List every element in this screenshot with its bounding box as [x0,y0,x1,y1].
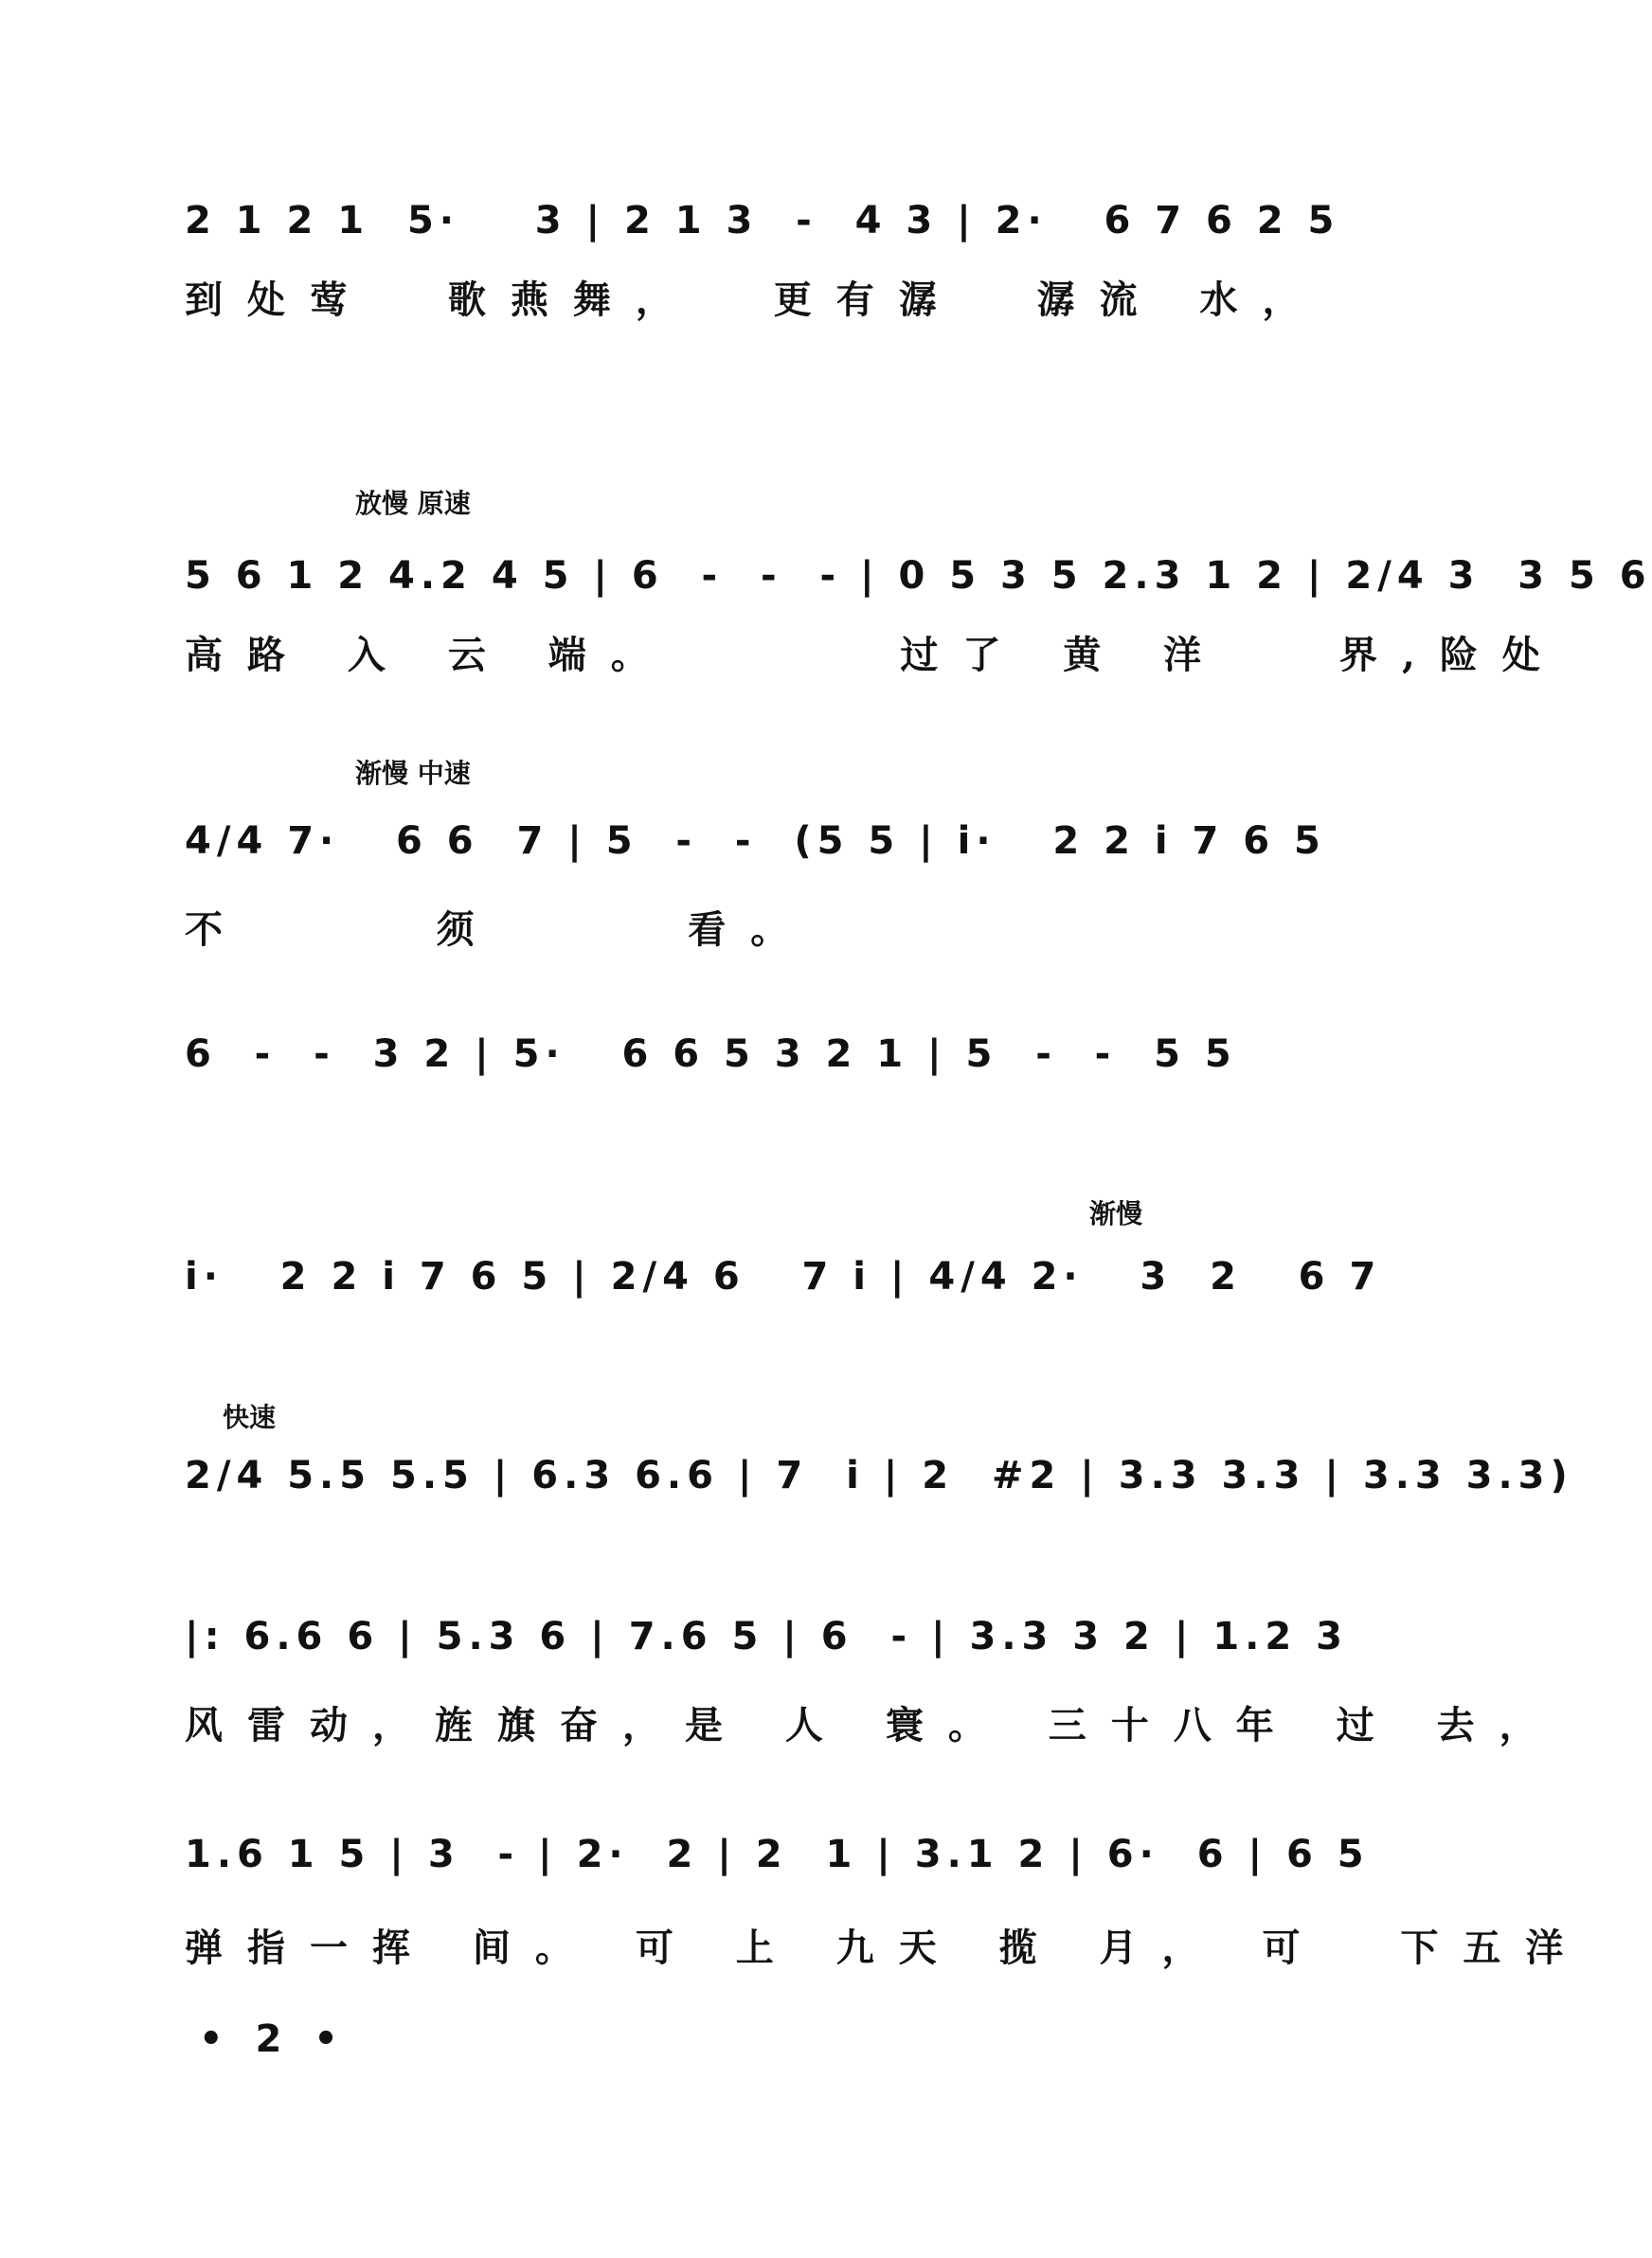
tempo-mark: 快速 [223,1402,277,1433]
score-line-5 [185,1198,1383,1317]
lyrics: 不 须 看。 [185,907,814,952]
score-line-7 [185,1615,1562,1766]
notes: 1.6 1 5 | 3 - | 2· 2 | 2 1 | 3.1 2 | 6· 6 | 6 5 [185,1833,1370,1876]
notes: 5 6 1 2 4.2 4 5 | 6 - - - | 0 5 3 5 2.3 1 2 | 2/4 3 3 5 6 [185,554,1652,598]
notes: 2/4 5.5 5.5 | 6.3 6.6 | 7 i | 2 #2 | 3.3 3.3 | 3.3 3.3) [185,1454,1573,1497]
score-line-4 [185,1032,1383,1127]
score-line-8 [185,1833,1589,1984]
notes: 6 - - 3 2 | 5· 6 6 5 3 2 1 | 5 - - 5 5 [185,1032,1237,1076]
score-line-2 [185,488,1652,696]
lyrics: 高路 入 云 端。 过了 黄 洋 界,险处 [185,633,1565,677]
score-line-3 [185,758,1383,952]
tempo-mark: 渐慢 中速 [355,758,471,789]
tempo-mark: 渐慢 [1089,1198,1143,1229]
score-line-1 [185,185,1383,355]
score-line-6 [185,1397,1573,1511]
tempo-mark: 放慢 原速 [355,488,471,519]
notes: 4/4 7· 6 6 7 | 5 - - (5 5 | i· 2 2 i 7 6 5 [185,819,1326,863]
lyrics: 风雷动，旌旗奋，是 人 寰。 三十八年 过 去， [185,1703,1562,1747]
lyrics: 弹指一挥 间。 可 上 九天 揽 月， 可 下五洋 [185,1926,1589,1970]
notes: |: 6.6 6 | 5.3 6 | 7.6 5 | 6 - | 3.3 3 2 | 1.2 3 [185,1615,1348,1658]
notes: i· 2 2 i 7 6 5 | 2/4 6 7 i | 4/4 2· 3 2 6 7 [185,1255,1382,1299]
lyrics: 到处莺 歌燕舞， 更有潺 潺流 水， [185,278,1325,322]
page-number: • 2 • [199,2017,348,2061]
notes: 2 1 2 1 5· 3 | 2 1 3 - 4 3 | 2· 6 7 6 2 5 [185,199,1340,242]
